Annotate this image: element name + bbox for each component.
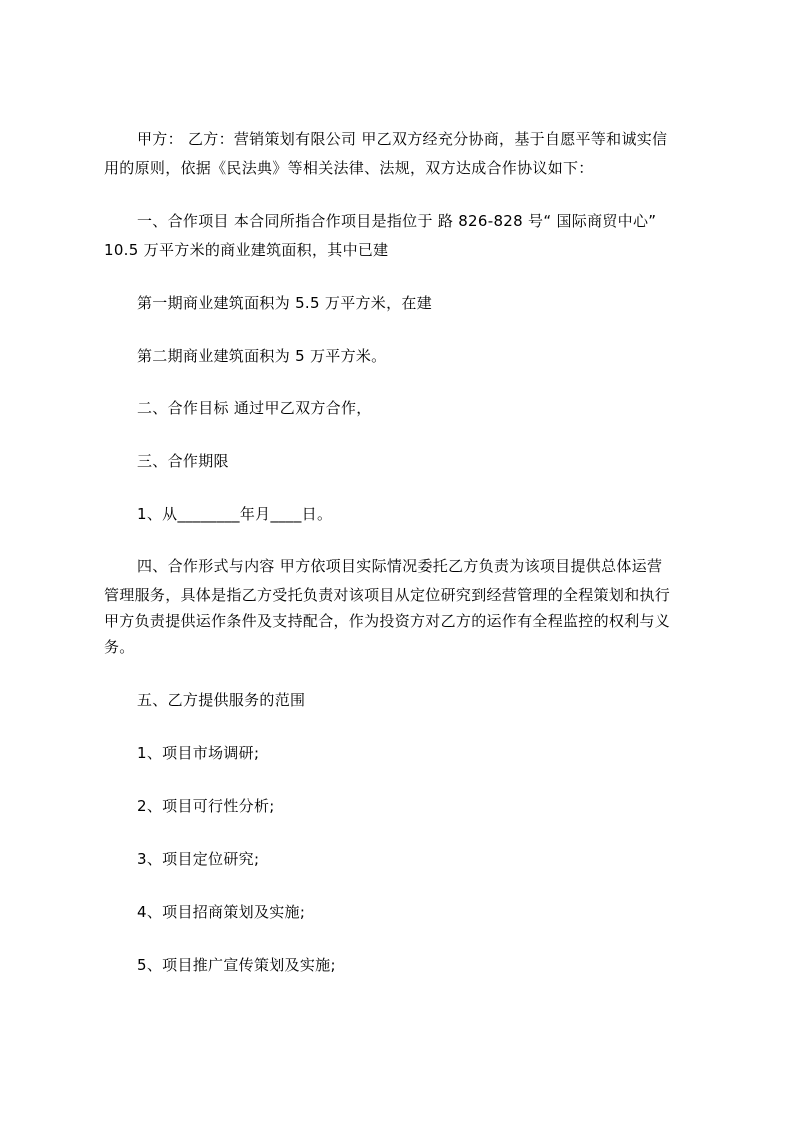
cooperation-form-line-2: 管理服务，具体是指乙方受托负责对该项目从定位研究到经营管理的全程策划和执行 (104, 586, 671, 604)
list-item: 1、项目市场调研; (137, 744, 260, 762)
list-item: 3、项目定位研究; (137, 850, 260, 868)
service-scope-heading: 五、乙方提供服务的范围 (137, 691, 306, 709)
list-item: 4、项目招商策划及实施; (137, 903, 306, 921)
list-item: 5、项目推广宣传策划及实施; (137, 956, 336, 974)
list-item: 2、项目可行性分析; (137, 797, 275, 815)
cooperation-term-heading: 三、合作期限 (137, 452, 229, 470)
cooperation-project-line-2: 10.5 万平方米的商业建筑面积，其中已建 (104, 241, 389, 259)
cooperation-form-line-3: 甲方负责提供运作条件及支持配合，作为投资方对乙方的运作有全程监控的权利与义 (104, 612, 671, 630)
phase-two-area: 第二期商业建筑面积为 5 万平方米。 (137, 347, 387, 365)
phase-one-area: 第一期商业建筑面积为 5.5 万平方米，在建 (137, 294, 432, 312)
cooperation-form-line-1: 四、合作形式与内容 甲方依项目实际情况委托乙方负责为该项目提供总体运营 (137, 557, 663, 575)
cooperation-goal: 二、合作目标 通过甲乙双方合作， (137, 399, 372, 417)
cooperation-form-line-4: 务。 (104, 638, 135, 656)
cooperation-project-line-1: 一、合作项目 本合同所指合作项目是指位于 路 826-828 号“ 国际商贸中心” (137, 212, 657, 230)
intro-paragraph-line-2: 用的原则，依据《民法典》等相关法律、法规，双方达成合作协议如下： (104, 159, 594, 177)
cooperation-term-date: 1、从________年月____日。 (137, 505, 333, 523)
intro-paragraph-line-1: 甲方： 乙方：营销策划有限公司 甲乙双方经充分协商，基于自愿平等和诚实信 (137, 130, 668, 148)
